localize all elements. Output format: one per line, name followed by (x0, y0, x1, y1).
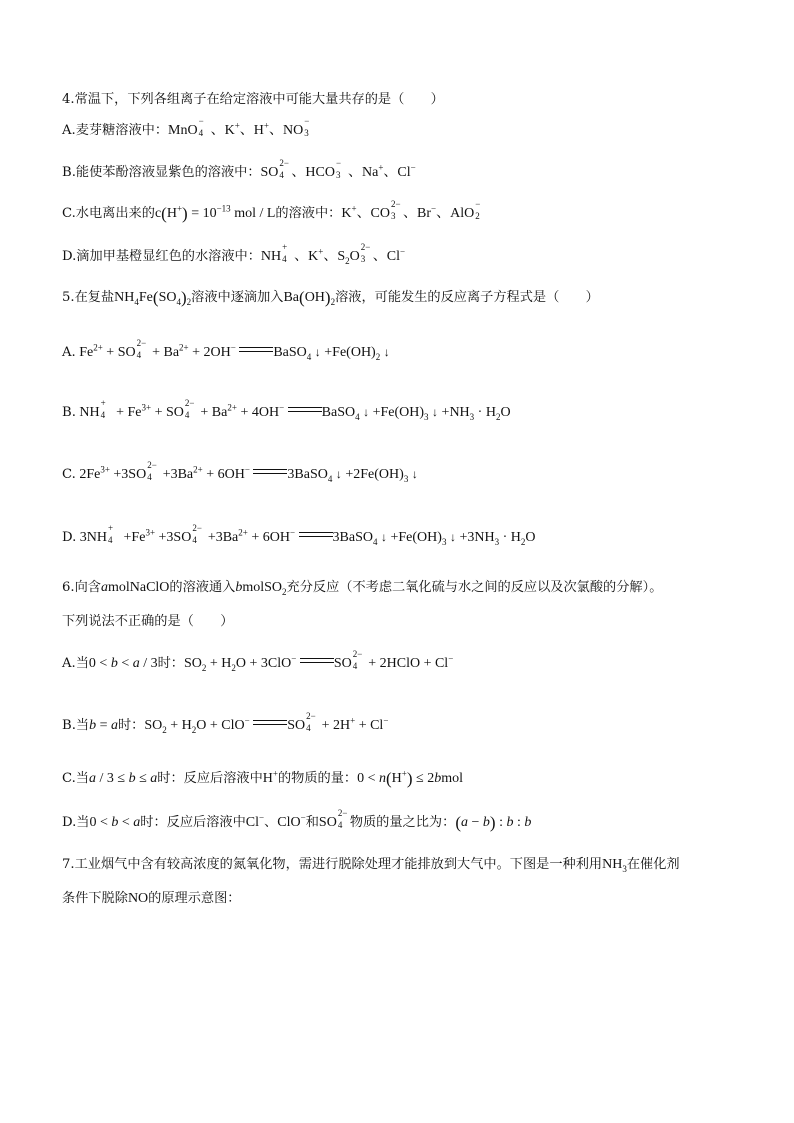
q5-option-d: D. 3NH + 4 $+Fe^{3+} +3SO$ 2− 4 $+3Ba^{2+} + 6OH^-$ 3BaSO$_4$ ↓ $+Fe(OH)_3$ ↓ $+3NH_3 \cdot H_2O$ (62, 523, 536, 547)
q4-option-d: D.滴加甲基橙显红色的水溶液中：NH + 4 、K+、$S_2O$ 2− 3 、Cl− (62, 242, 406, 266)
q6-option-b: B.当b = a时：$SO_2 + H_2O + ClO^-$ SO 2− 4 + 2H+ + Cl− (62, 711, 389, 735)
q4-stem: 4.常温下，下列各组离子在给定溶液中可能大量共存的是（ ） (62, 92, 444, 107)
q6-stem: 6.向含amolNaClO的溶液通入bmolSO$_2$充分反应（不考虑二氧化硫与水之间的反应以及次氯酸的分解）。 (62, 580, 663, 597)
q6-option-d: D.当0 < b < a时：反应后溶液中Cl−、ClO−和SO 2− 4 物质的量之比为：(a − b) : b : b (62, 808, 532, 832)
q4-option-c: C.水电离出来的$c(H^+) = 10^{-13}$ mol / L的溶液中：K+、CO 2− 3 、Br−、AlO − 2 (62, 199, 481, 223)
q5-option-b: B. NH + 4 + $Fe^{3+}$ + SO 2− 4 + $Ba^{2+} + 4OH^-$ BaSO$_4$ ↓ $+Fe(OH)_3$ ↓ $+NH_3 \cdot H_2O$ (62, 398, 511, 422)
q6-option-c: C.当a / 3 ≤ b ≤ a时：反应后溶液中H+的物质的量：0 < n(H+) ≤ 2bmol (62, 768, 464, 788)
q4-option-b: B.能使苯酚溶液显紫色的溶液中：SO 2− 4 、HCO − 3 、Na+、Cl− (62, 158, 416, 180)
q5-stem: 5.在复盐$NH_4Fe(SO_4)_2$溶液中逐滴加入$Ba(OH)_2$溶液，可能发生的反应离子方程式是（ ） (62, 288, 599, 307)
q7-stem: 7.工业烟气中含有较高浓度的氮氧化物，需进行脱除处理才能排放到大气中。下图是一种利用$NH_3$在催化剂 (62, 857, 680, 874)
q7-stem-line2: 条件下脱除NO的原理示意图： (62, 891, 241, 906)
q6-stem-line2: 下列说法不正确的是（ ） (62, 614, 234, 629)
q6-option-a: A.当0 < b < a / 3时：$SO_2 + H_2O + 3ClO^-$ SO 2− 4 + 2HClO + Cl− (62, 649, 454, 673)
q4-option-a: A.麦芽糖溶液中：MnO − 4 、K+、H+、NO − 3 (62, 116, 310, 138)
q5-option-a: A. $Fe^{2+}$ + SO 2− 4 + $Ba^{2+} + 2OH^-$ BaSO$_4$ ↓ $+Fe(OH)_2$ ↓ (62, 338, 390, 362)
q5-option-c: C. $2Fe^{3+} +3SO$ 2− 4 $+3Ba^{2+} + 6OH^-$ 3BaSO$_4$ ↓ $+2Fe(OH)_3$ ↓ (62, 460, 418, 484)
